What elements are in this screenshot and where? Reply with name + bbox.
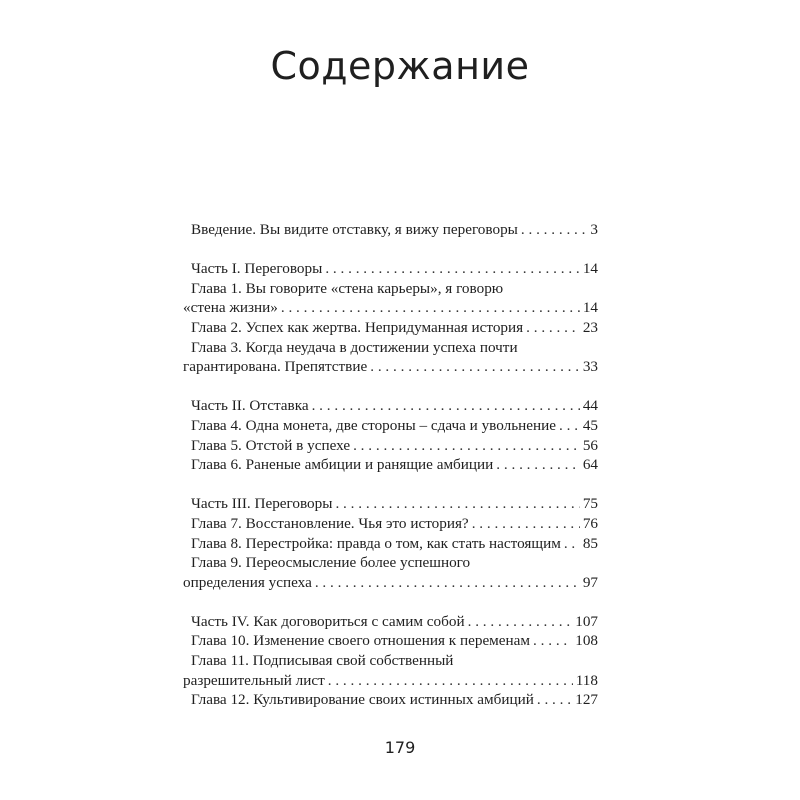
toc-entry-text: Глава 2. Успех как жертва. Непридуманная история xyxy=(191,318,524,336)
toc-leader-dots xyxy=(315,573,580,593)
toc-entry-chapter-11-line-1[interactable] xyxy=(183,651,598,671)
toc-entry-page: 85 xyxy=(582,534,598,552)
toc-entry-chapter-12[interactable] xyxy=(183,690,598,710)
toc-entry-text: Глава 4. Одна монета, две стороны – сдача и увольнение xyxy=(191,416,556,434)
toc-leader-dots xyxy=(526,318,580,338)
toc-leader-dots xyxy=(370,357,580,377)
toc-entry-page: 118 xyxy=(575,671,598,689)
toc-entry-chapter-11[interactable] xyxy=(183,671,598,691)
toc-entry-text: Глава 6. Раненые амбиции и ранящие амбиции xyxy=(191,456,494,474)
toc-entry-text: Часть II. Отставка xyxy=(191,397,309,415)
toc-entry-intro[interactable] xyxy=(183,220,598,240)
toc-leader-dots xyxy=(521,220,588,240)
toc-entry-chapter-3-line-1[interactable] xyxy=(183,338,598,358)
toc-entry-page: 107 xyxy=(575,612,598,630)
toc-entry-page: 127 xyxy=(575,691,598,709)
toc-entry-chapter-6[interactable] xyxy=(183,455,598,475)
toc-entry-chapter-2[interactable] xyxy=(183,318,598,338)
toc-entry-page: 108 xyxy=(575,632,598,650)
toc-entry-text: разрешительный лист xyxy=(183,671,325,689)
toc-leader-dots xyxy=(468,612,573,632)
toc-entry-page: 14 xyxy=(582,299,598,317)
toc-entry-part-4[interactable] xyxy=(183,612,598,632)
toc-leader-dots xyxy=(564,534,580,554)
toc-entry-page: 3 xyxy=(590,221,598,238)
toc-entry-text: Глава 1. Вы говорите «стена карьеры», я говорю xyxy=(191,279,504,297)
toc-entry-chapter-4[interactable] xyxy=(183,416,598,436)
toc-entry-chapter-9[interactable] xyxy=(183,573,598,593)
toc-entry-text: Введение. Вы видите отставку, я вижу переговоры xyxy=(191,221,518,238)
toc-leader-dots xyxy=(325,259,580,279)
toc-entry-text: гарантирована. Препятствие xyxy=(183,358,368,376)
toc-entry-part-3[interactable] xyxy=(183,494,598,514)
toc-entry-text: Глава 12. Культивирование своих истинных амбиций xyxy=(191,691,534,709)
toc-leader-dots xyxy=(335,494,579,514)
toc-entry-page: 14 xyxy=(582,260,598,278)
toc-entry-chapter-10[interactable] xyxy=(183,631,598,651)
toc-entry-chapter-9-line-1[interactable] xyxy=(183,553,598,573)
toc-entry-chapter-1[interactable] xyxy=(183,298,598,318)
toc-entry-text: Глава 3. Когда неудача в достижении успеха почти xyxy=(191,338,518,356)
toc-leader-dots xyxy=(353,436,580,456)
toc-entry-chapter-7[interactable] xyxy=(183,514,598,534)
toc-entry-text: Глава 9. Переосмысление более успешного xyxy=(191,554,471,572)
toc-leader-dots xyxy=(328,671,573,691)
toc-entry-part-2[interactable] xyxy=(183,396,598,416)
toc-entry-text: Глава 11. Подписывая свой собственный xyxy=(191,652,454,670)
toc-entry-part-1[interactable] xyxy=(183,259,598,279)
toc-entry-text: Часть III. Переговоры xyxy=(191,495,333,513)
toc-entry-page: 75 xyxy=(582,495,598,513)
toc-entry-text: Глава 5. Отстой в успехе xyxy=(191,436,351,454)
toc-entry-text: Глава 8. Перестройка: правда о том, как стать настоящим xyxy=(191,534,561,552)
toc-entry-text: Глава 7. Восстановление. Чья это история? xyxy=(191,514,469,532)
page-title: Содержание xyxy=(270,44,530,88)
toc-leader-dots xyxy=(533,631,572,651)
toc-entry-page: 76 xyxy=(582,514,598,532)
toc-leader-dots xyxy=(496,455,580,475)
toc-leader-dots xyxy=(537,690,572,710)
toc-entry-text: Глава 10. Изменение своего отношения к переменам xyxy=(191,632,531,650)
toc-entry-text: определения успеха xyxy=(183,573,312,591)
toc-entry-page: 33 xyxy=(582,358,598,376)
toc-entry-page: 23 xyxy=(582,318,598,336)
toc-entry-chapter-3[interactable] xyxy=(183,357,598,377)
toc-leader-dots xyxy=(281,298,580,318)
toc-entry-page: 44 xyxy=(582,397,598,415)
toc-entry-chapter-8[interactable] xyxy=(183,534,598,554)
toc-entry-page: 97 xyxy=(582,573,598,591)
page-number: 179 xyxy=(384,738,416,757)
toc-entry-text: Часть I. Переговоры xyxy=(191,260,323,278)
toc-leader-dots xyxy=(472,514,580,534)
toc-entry-page: 45 xyxy=(582,416,598,434)
toc-entry-page: 56 xyxy=(582,436,598,454)
toc-entry-text: Часть IV. Как договориться с самим собой xyxy=(191,612,465,630)
toc-leader-dots xyxy=(559,416,580,436)
toc-entry-chapter-1-line-1[interactable] xyxy=(183,279,598,299)
table-of-contents xyxy=(183,220,598,710)
toc-entry-page: 64 xyxy=(582,456,598,474)
toc-entry-text: «стена жизни» xyxy=(183,299,278,317)
toc-entry-chapter-5[interactable] xyxy=(183,436,598,456)
toc-leader-dots xyxy=(312,396,580,416)
